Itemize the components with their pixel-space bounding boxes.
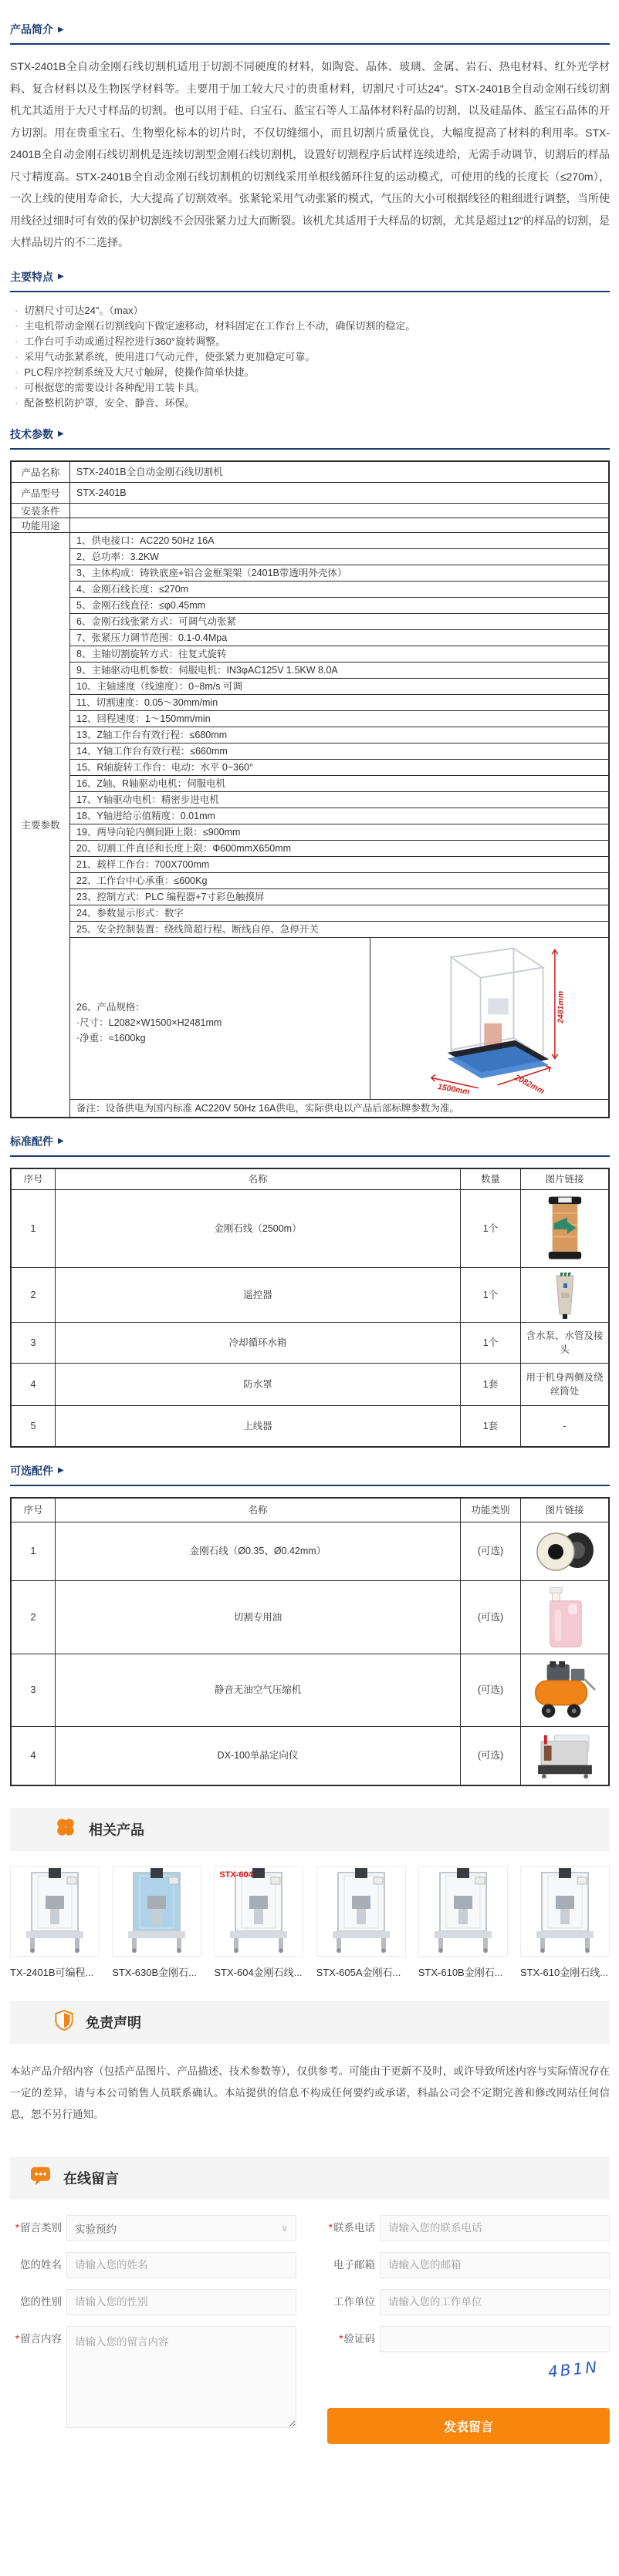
accessory-name: 防水罩 xyxy=(55,1364,460,1405)
parameter-text: 5、金刚石线直径：≤φ0.45mm xyxy=(76,599,206,611)
accessory-qty: 1套 xyxy=(460,1406,520,1446)
message-content-textarea[interactable] xyxy=(66,2326,296,2428)
row-number: 3 xyxy=(30,1684,36,1695)
phone-input[interactable] xyxy=(380,2215,610,2241)
parameter-text: 25、安全控制装置：绕线筒超行程、断线自停、急停开关 xyxy=(76,923,319,935)
table-row xyxy=(12,462,608,482)
table-header-row xyxy=(12,1169,608,1189)
main-parameter-row xyxy=(70,889,608,905)
related-product-card[interactable] xyxy=(520,1866,610,1979)
chat-icon xyxy=(30,2166,51,2190)
main-parameter-row xyxy=(70,743,608,760)
feature-text: PLC程序控制系统及大尺寸触屏，使操作简单快捷。 xyxy=(24,366,255,378)
company-input[interactable] xyxy=(380,2289,610,2315)
table-row xyxy=(12,1726,608,1785)
feature-list xyxy=(10,303,610,411)
row-label: 产品名称 xyxy=(12,462,70,482)
captcha-label: *验证码 xyxy=(339,2332,375,2345)
feature-item xyxy=(10,349,610,365)
intro-paragraph: STX-2401B全自动金刚石线切割机适用于切割不同硬度的材料，如陶瓷、晶体、玻璃、金属、岩石、热电材料、红外光学材料、复合材料以及生物医学材料等。主要用于加工较大尺寸的贵重材料，切割尺寸可达24"。STX-2401B全自动金刚石线切割机尤其适用于大尺寸样品的切割。也可以用于硅、白宝石、蓝宝石等人工晶体材料籽晶的切割，以及硅晶体、蓝宝石晶体的开方切割。用在贵重宝石、生物塑化标本的切片时，不仅切缝细小，而且切割片质量优良，大幅度提高了材料的利用率。STX-2401B全自动金刚石线切割机是连续切割型金刚石线切割机，设置好切割程序后试样连续进给，无需手动调节，切割后的样品尺寸精度高。STX-2401B全自动金刚石线切割机的切割线采用单根线循环往复的运动模式，可使用的线的长度长（≤270m），一次上线的使用寿命长，大大提高了切割效率。张紧轮采用气动张紧的模式，气压的大小可根据线径的粗细进行调整，当所使用线径过细时可有效的保护切割线不会因张紧力过大而断裂。该机尤其适用于大样品的切割，尤其是超过12"的样品的切割，是大样品切片的不二选择。 xyxy=(10,60,610,248)
main-parameter-row xyxy=(70,808,608,824)
accessory-category: (可选) xyxy=(460,1581,520,1654)
related-product-card[interactable] xyxy=(112,1866,201,1979)
main-parameter-row xyxy=(70,614,608,630)
captcha-input[interactable] xyxy=(380,2326,610,2352)
parameter-text: 4、金刚石线长度：≤270m xyxy=(76,583,189,595)
accessory-name: 静音无油空气压缩机 xyxy=(55,1654,460,1726)
parameter-text: 24、参数显示形式：数字 xyxy=(76,907,184,919)
message-banner xyxy=(10,2156,610,2200)
row-number: 2 xyxy=(30,1611,36,1623)
disclaimer-banner xyxy=(10,2001,610,2044)
required-asterisk: * xyxy=(15,2221,19,2234)
parameter-text: 22、工作台中心承重：≤600Kg xyxy=(76,875,208,886)
name-label: 您的姓名 xyxy=(20,2258,62,2271)
section-arrow-icon: ▶ xyxy=(58,272,64,281)
table-row xyxy=(12,1654,608,1726)
product-spec-text xyxy=(70,938,370,1099)
message-form xyxy=(10,2215,610,2444)
section-title-tech xyxy=(10,427,610,442)
row-number: 1 xyxy=(30,1222,36,1234)
column-header: 功能类别 xyxy=(460,1499,520,1522)
main-parameter-row xyxy=(70,565,608,582)
bullet-icon: · xyxy=(15,319,19,332)
install-conditions xyxy=(70,504,608,518)
section-divider xyxy=(10,291,610,292)
feature-item xyxy=(10,334,610,349)
accessory-category: (可选) xyxy=(460,1727,520,1785)
dimension-width-label: 1500mm xyxy=(436,1082,470,1097)
related-product-name[interactable]: STX-605A金刚石... xyxy=(316,1966,401,1978)
parameter-text: 9、主轴驱动电机参数：伺服电机：IN3φAC125V 1.5KW 8.0A xyxy=(76,664,338,676)
table-row-usage xyxy=(12,518,608,532)
main-parameter-row xyxy=(70,841,608,857)
feature-item xyxy=(10,396,610,411)
accessory-name: 金刚石线（Ø0.35、Ø0.42mm） xyxy=(55,1522,460,1580)
related-product-image[interactable] xyxy=(112,1866,201,1957)
related-product-card[interactable] xyxy=(316,1866,406,1979)
bullet-icon: · xyxy=(15,381,19,393)
cutting-oil-image xyxy=(520,1581,608,1654)
required-asterisk: * xyxy=(15,2332,19,2345)
name-input[interactable] xyxy=(66,2252,296,2278)
column-header: 图片链接 xyxy=(520,1499,608,1522)
table-row xyxy=(12,1267,608,1322)
related-product-card[interactable] xyxy=(418,1866,508,1979)
accessory-qty: 1个 xyxy=(460,1268,520,1322)
email-label: 电子邮箱 xyxy=(333,2258,375,2271)
section-arrow-icon: ▶ xyxy=(58,25,64,34)
section-divider xyxy=(10,448,610,450)
accessory-name: 金刚石线（2500m） xyxy=(55,1190,460,1267)
parameter-text: 6、金刚石线张紧方式：可调气动张紧 xyxy=(76,615,236,627)
accessory-name: DX-100单晶定向仪 xyxy=(55,1727,460,1785)
row-label: 主要参数 xyxy=(12,533,70,1117)
product-tag: STX-604 xyxy=(219,1870,253,1880)
submit-message-button[interactable]: 发表留言 xyxy=(327,2408,610,2444)
wire-spool-image xyxy=(520,1190,608,1267)
table-row xyxy=(12,1189,608,1267)
row-number: 1 xyxy=(30,1546,36,1556)
row-number: 4 xyxy=(30,1750,36,1761)
message-type-select[interactable] xyxy=(66,2215,296,2241)
main-parameter-row xyxy=(70,922,608,938)
table-row xyxy=(12,1522,608,1580)
feature-text: 主电机带动金刚石切割线向下做定速移动，材料固定在工作台上不动，确保切割的稳定。 xyxy=(24,319,416,332)
parameter-text: 10、主轴速度（线速度）：0~8m/s 可调 xyxy=(76,680,242,692)
related-product-card[interactable] xyxy=(10,1866,100,1979)
row-label: 安装条件 xyxy=(12,504,70,518)
main-parameter-row xyxy=(70,873,608,889)
table-row xyxy=(12,1405,608,1446)
main-parameter-row xyxy=(70,679,608,695)
product-spec-row xyxy=(70,938,608,1100)
section-title-text: 产品简介 xyxy=(10,23,53,35)
feature-text: 可根据您的需要设计各种配用工装卡具。 xyxy=(24,381,205,393)
related-product-image[interactable] xyxy=(418,1866,508,1957)
main-parameter-row xyxy=(70,905,608,922)
main-parameter-row xyxy=(70,695,608,711)
section-arrow-icon: ▶ xyxy=(58,1466,64,1475)
table-row-main-parameters xyxy=(12,532,608,1117)
section-title-text: 主要特点 xyxy=(10,270,53,283)
column-header: 名称 xyxy=(55,1169,460,1189)
section-title-features xyxy=(10,269,610,285)
dimension-height-label: 2481mm xyxy=(556,990,565,1023)
accessory-note: 用于机身两侧及绕丝筒处 xyxy=(520,1364,608,1405)
main-parameters xyxy=(70,533,608,1117)
parameter-text: 23、控制方式：PLC 编程器+7寸彩色触摸屏 xyxy=(76,891,265,902)
optional-accessories-table xyxy=(10,1497,610,1786)
main-parameter-row xyxy=(70,533,608,549)
parameter-text: 20、切割工件直径和长度上限：Φ600mmX650mm xyxy=(76,842,292,854)
section-title-optional-accessories xyxy=(10,1463,610,1479)
required-asterisk: * xyxy=(339,2332,343,2345)
table-row xyxy=(12,482,608,503)
spec-line: 26、产品规格： xyxy=(76,1001,145,1013)
accessory-name: 冷却循环水箱 xyxy=(55,1323,460,1363)
content-label: *留言内容 xyxy=(15,2332,62,2345)
row-value: STX-2401B xyxy=(76,487,127,498)
row-number: 5 xyxy=(30,1420,36,1431)
company-label: 工作单位 xyxy=(333,2295,375,2308)
main-parameter-row xyxy=(70,824,608,841)
parameter-text: 18、Y轴进给示值精度：0.01mm xyxy=(76,810,215,821)
tech-parameters-table xyxy=(10,460,610,1118)
related-product-image[interactable] xyxy=(316,1866,406,1957)
parameter-text: 3、主体构成：铸铁底座+铝合金框架架（2401B带透明外壳体） xyxy=(76,567,347,578)
feature-item xyxy=(10,303,610,319)
bullet-icon: · xyxy=(15,350,19,362)
accessory-qty: 1个 xyxy=(460,1190,520,1267)
section-title-text: 可选配件 xyxy=(10,1464,53,1477)
accessory-name: 遥控器 xyxy=(55,1268,460,1322)
parameter-text: 2、总功率：3.2KW xyxy=(76,551,159,562)
accessory-note: 含水泵、水管及接头 xyxy=(520,1323,608,1363)
spec-line: ·净重：≈1600kg xyxy=(76,1032,146,1044)
main-parameter-row xyxy=(70,711,608,727)
related-products-list xyxy=(10,1866,610,1979)
related-product-card[interactable] xyxy=(214,1866,303,1979)
parameter-text: 19、两导向轮内侧间距上限：≤900mm xyxy=(76,826,241,838)
message-type-label: *留言类别 xyxy=(15,2221,62,2234)
disclaimer-title: 免责声明 xyxy=(86,2015,141,2031)
related-product-name[interactable]: STX-610金刚石线... xyxy=(519,1966,609,1978)
related-product-name[interactable]: STX-610B金刚石... xyxy=(418,1966,503,1978)
row-number: 2 xyxy=(30,1289,36,1300)
main-parameter-row xyxy=(70,663,608,679)
main-parameter-row xyxy=(70,630,608,646)
parameter-text: 14、Y轴工作台有效行程：≤660mm xyxy=(76,745,228,757)
parameter-text: 16、Z轴、R轴驱动电机：伺服电机 xyxy=(76,777,226,789)
related-products-title: 相关产品 xyxy=(89,1822,144,1838)
main-parameter-row xyxy=(70,549,608,565)
bullet-icon: · xyxy=(15,335,19,347)
section-title-text: 标准配件 xyxy=(10,1135,53,1148)
accessory-category: (可选) xyxy=(460,1654,520,1726)
shield-icon xyxy=(55,2010,73,2035)
related-product-name[interactable]: STX-604金刚石线... xyxy=(214,1966,303,1978)
table-row xyxy=(12,1363,608,1405)
crystal-orienter-image xyxy=(520,1727,608,1785)
spec-note: 备注：设备供电为国内标准 AC220V 50Hz 16A供电，实际供电以产品后部标牌参数为准。 xyxy=(76,1102,459,1114)
feature-text: 切割尺寸可达24"。（max） xyxy=(24,304,144,316)
related-product-image[interactable] xyxy=(520,1866,610,1957)
remote-control-image xyxy=(520,1268,608,1322)
selected-option: 实验预约 xyxy=(75,2223,117,2235)
parameter-text: 17、Y轴驱动电机：精密步进电机 xyxy=(76,794,219,805)
feature-item xyxy=(10,365,610,380)
gender-label: 您的性别 xyxy=(20,2295,62,2308)
related-products-banner xyxy=(10,1808,610,1851)
required-asterisk: * xyxy=(328,2221,333,2234)
column-header: 名称 xyxy=(55,1499,460,1522)
row-value: STX-2401B全自动金刚石线切割机 xyxy=(76,466,223,477)
spec-line: ·尺寸：L2082×W1500×H2481mm xyxy=(76,1017,222,1028)
parameter-text: 13、Z轴工作台有效行程：≤680mm xyxy=(76,729,228,740)
machine-dimension-image xyxy=(370,938,608,1099)
main-parameter-row xyxy=(70,857,608,873)
parameter-text: 15、R轴旋转工作台：电动：水平 0~360° xyxy=(76,761,254,773)
row-label: 功能用途 xyxy=(12,518,70,532)
bullet-icon: · xyxy=(15,366,19,378)
section-title-intro xyxy=(10,22,610,37)
feature-item xyxy=(10,380,610,396)
section-title-text: 技术参数 xyxy=(10,427,53,440)
section-arrow-icon: ▶ xyxy=(58,430,64,438)
main-parameter-row xyxy=(70,727,608,743)
section-divider xyxy=(10,43,610,45)
column-header: 序号 xyxy=(23,1504,43,1516)
table-row xyxy=(12,1322,608,1363)
parameter-text: 11、切割速度：0.05～30mm/min xyxy=(76,696,218,708)
parameter-text: 21、载样工作台：700X700mm xyxy=(76,858,210,870)
related-product-name[interactable]: TX-2401B可编程... xyxy=(10,1966,94,1978)
usage-list xyxy=(70,518,608,532)
section-divider xyxy=(10,1485,610,1486)
standard-accessories-table xyxy=(10,1168,610,1448)
accessory-qty: 1个 xyxy=(460,1323,520,1363)
feature-text: 工作台可手动或通过程控进行360°旋转调整。 xyxy=(24,335,226,347)
related-product-image[interactable] xyxy=(214,1866,303,1957)
feature-text: 采用气动张紧系统，使用进口气动元件，使张紧力更加稳定可靠。 xyxy=(24,350,316,362)
phone-label: *联系电话 xyxy=(328,2221,375,2234)
bullet-icon: · xyxy=(15,304,19,316)
disclaimer-text: 本站产品介绍内容（包括产品图片、产品描述、技术参数等），仅供参考。可能由于更新不及时，或许导致所述内容与实际情况存在一定的差异，请与本公司销售人员联系确认。本站提供的信息不构成任何要约或承诺，科晶公司会不定期完善和修改网站任何信息，恕不另行通知。 xyxy=(10,2065,610,2120)
column-header: 序号 xyxy=(23,1173,43,1185)
related-product-name[interactable]: STX-630B金刚石... xyxy=(112,1966,197,1978)
main-parameter-row xyxy=(70,760,608,776)
gender-input[interactable] xyxy=(66,2289,296,2315)
column-header: 数量 xyxy=(460,1169,520,1189)
related-product-image[interactable] xyxy=(10,1866,100,1957)
captcha-image[interactable]: 4B1N xyxy=(546,2357,600,2381)
row-number: 4 xyxy=(30,1378,36,1390)
accessory-note: - xyxy=(520,1406,608,1446)
row-label: 产品型号 xyxy=(12,483,70,503)
row-number: 3 xyxy=(30,1337,36,1348)
parameter-text: 8、主轴切割旋转方式：往复式旋转 xyxy=(76,648,227,659)
parameter-text: 12、回程速度：1～150mm/min xyxy=(76,713,211,724)
table-row xyxy=(12,1580,608,1654)
section-title-standard-accessories xyxy=(10,1134,610,1149)
main-parameter-row xyxy=(70,582,608,598)
column-header: 图片链接 xyxy=(520,1169,608,1189)
wire-spools-image xyxy=(520,1522,608,1580)
parameter-text: 1、供电接口：AC220 50Hz 16A xyxy=(76,534,215,546)
feature-item xyxy=(10,319,610,334)
accessory-name: 上线器 xyxy=(55,1406,460,1446)
air-compressor-image xyxy=(520,1654,608,1726)
main-parameter-row xyxy=(70,792,608,808)
message-title: 在线留言 xyxy=(63,2170,119,2187)
accessory-category: (可选) xyxy=(460,1522,520,1580)
accessory-qty: 1套 xyxy=(460,1364,520,1405)
accessory-name: 切割专用油 xyxy=(55,1581,460,1654)
main-parameter-row xyxy=(70,776,608,792)
section-divider xyxy=(10,1155,610,1157)
parameter-text: 7、张紧压力调节范围：0.1-0.4Mpa xyxy=(76,632,228,643)
email-input[interactable] xyxy=(380,2252,610,2278)
main-parameter-row xyxy=(70,646,608,663)
main-parameter-row xyxy=(70,598,608,614)
dimension-depth-label: 2082mm xyxy=(512,1073,546,1096)
bullet-icon: · xyxy=(15,396,19,409)
chevron-down-icon: ∨ xyxy=(281,2222,288,2234)
feature-text: 配备整机防护罩，安全、静音、环保。 xyxy=(24,396,195,409)
table-header-row xyxy=(12,1499,608,1522)
table-row-install-conditions xyxy=(12,503,608,518)
section-arrow-icon: ▶ xyxy=(58,1137,64,1145)
flower-icon xyxy=(55,1816,76,1842)
